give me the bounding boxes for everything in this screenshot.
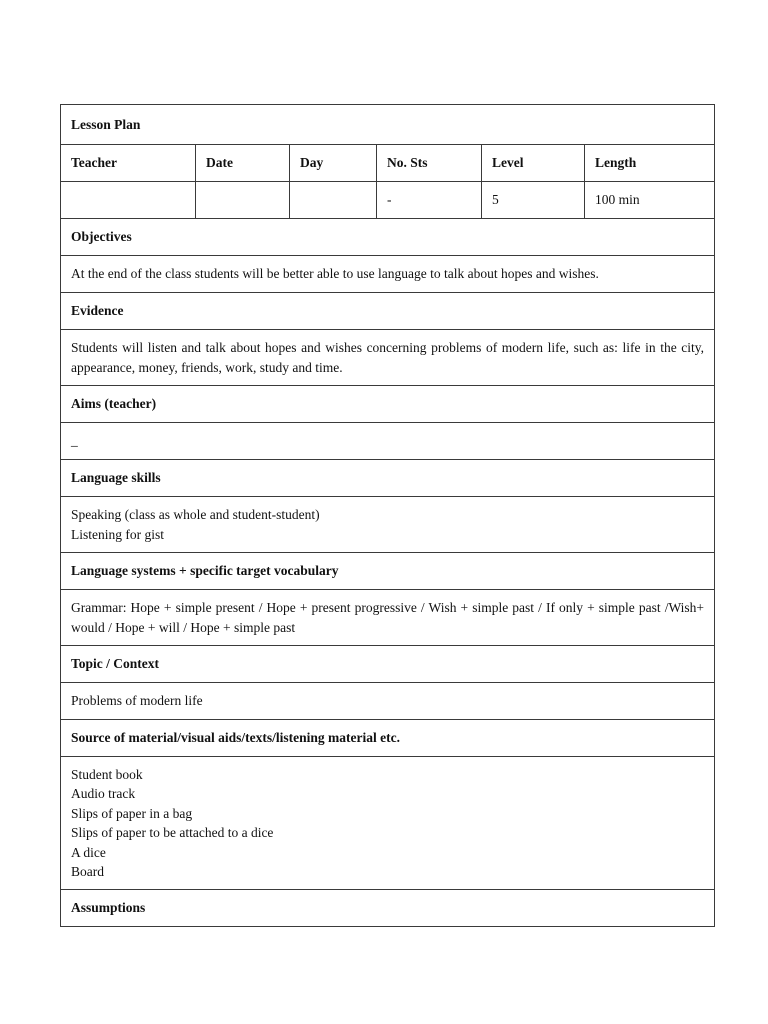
list-item: A dice <box>71 844 106 860</box>
objectives-heading-row <box>61 219 715 256</box>
value-no-sts: - <box>377 182 482 219</box>
topic-heading-row <box>61 646 715 683</box>
list-item: Student book <box>71 766 143 782</box>
source-heading-row <box>61 720 715 757</box>
value-day <box>290 182 377 219</box>
objectives-heading: Objectives <box>61 219 715 256</box>
language-systems-heading: Language systems + specific target vocabulary <box>61 553 715 590</box>
header-level: Level <box>482 145 585 182</box>
language-systems-heading-row <box>61 553 715 590</box>
list-item: Listening for gist <box>71 526 164 542</box>
value-date <box>196 182 290 219</box>
evidence-content: Students will listen and talk about hopes and wishes concerning problems of modern life, such as: life in the city, appearance, money, friends, work, study and time. <box>61 330 715 386</box>
title-row <box>61 105 715 145</box>
list-item: Slips of paper to be attached to a dice <box>71 825 274 840</box>
value-level: 5 <box>482 182 585 219</box>
list-item: Speaking (class as whole and student-student) <box>71 507 320 522</box>
lesson-plan-table <box>60 104 715 927</box>
header-no-sts: No. Sts <box>377 145 482 182</box>
header-day: Day <box>290 145 377 182</box>
evidence-heading-row <box>61 293 715 330</box>
evidence-heading: Evidence <box>61 293 715 330</box>
language-systems-content-row <box>61 590 715 646</box>
list-item: Slips of paper in a bag <box>71 805 193 821</box>
header-teacher: Teacher <box>61 145 196 182</box>
language-systems-content: Grammar: Hope + simple present / Hope + present progressive / Wish + simple past / If only + simple past /Wish+ would / Hope + will / Hope + simple past <box>61 590 715 646</box>
source-content <box>61 757 715 890</box>
objectives-content-row <box>61 256 715 293</box>
list-item: Board <box>71 864 104 879</box>
aims-content: _ <box>61 423 715 460</box>
topic-heading: Topic / Context <box>61 646 715 683</box>
header-date: Date <box>196 145 290 182</box>
topic-content: Problems of modern life <box>61 683 715 720</box>
assumptions-heading-row <box>61 890 715 927</box>
language-skills-heading-row <box>61 460 715 497</box>
objectives-content: At the end of the class students will be better able to use language to talk about hopes and wishes. <box>61 256 715 293</box>
list-item: Audio track <box>71 786 136 801</box>
assumptions-heading: Assumptions <box>61 890 715 927</box>
header-length: Length <box>585 145 715 182</box>
aims-heading-row <box>61 386 715 423</box>
source-heading: Source of material/visual aids/texts/listening material etc. <box>61 720 715 757</box>
language-skills-content <box>61 497 715 553</box>
value-length: 100 min <box>585 182 715 219</box>
value-teacher <box>61 182 196 219</box>
info-header-row <box>61 145 715 182</box>
info-value-row <box>61 182 715 219</box>
page-title: Lesson Plan <box>61 105 715 145</box>
language-skills-heading: Language skills <box>61 460 715 497</box>
aims-heading: Aims (teacher) <box>61 386 715 423</box>
language-skills-content-row <box>61 497 715 553</box>
topic-content-row <box>61 683 715 720</box>
evidence-content-row <box>61 330 715 386</box>
aims-content-row <box>61 423 715 460</box>
source-content-row <box>61 757 715 890</box>
